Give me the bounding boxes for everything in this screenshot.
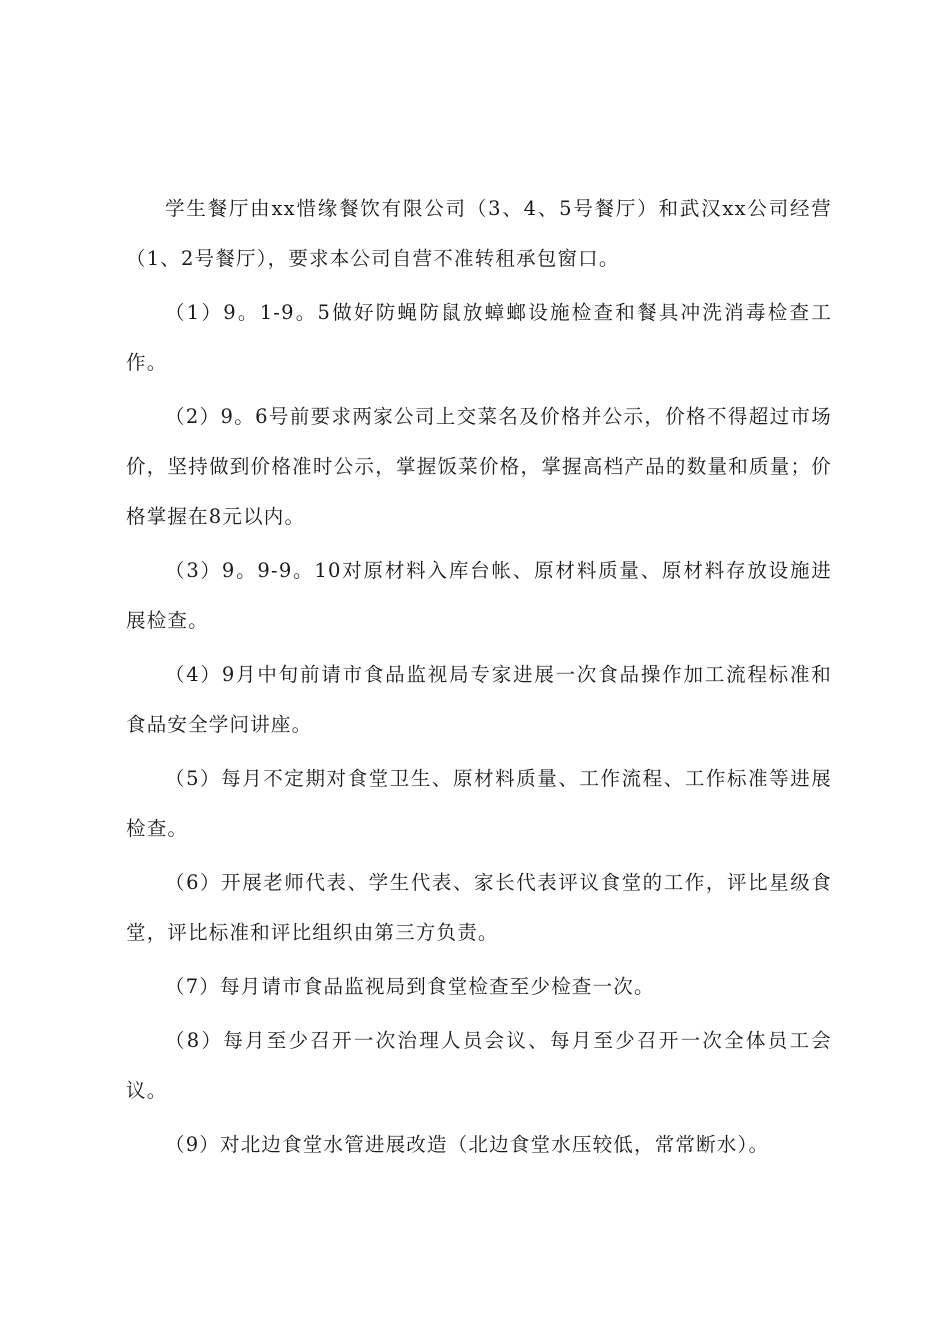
item-4-paragraph: （4）9月中旬前请市食品监视局专家进展一次食品操作加工流程标准和食品安全学问讲座。 <box>126 663 832 736</box>
item-9-paragraph: （9）对北边食堂水管进展改造（北边食堂水压较低，常常断水）。 <box>165 1133 770 1156</box>
intro-paragraph: 学生餐厅由xx惜缘餐饮有限公司（3、4、5号餐厅）和武汉xx公司经营（1、2号餐厅），要求本公司自营不准转租承包窗口。 <box>126 197 832 270</box>
item-7-paragraph: （7）每月请市食品监视局到食堂检查至少检查一次。 <box>165 975 655 998</box>
item-6-paragraph: （6）开展老师代表、学生代表、家长代表评议食堂的工作，评比星级食堂，评比标准和评比组织由第三方负责。 <box>126 871 832 944</box>
item-5-paragraph: （5）每月不定期对食堂卫生、原材料质量、工作流程、工作标准等进展检查。 <box>126 767 832 840</box>
item-8-paragraph: （8）每月至少召开一次治理人员会议、每月至少召开一次全体员工会议。 <box>126 1029 832 1102</box>
item-1-paragraph: （1）9。1-9。5做好防蝇防鼠放蟑螂设施检查和餐具冲洗消毒检查工作。 <box>126 301 832 374</box>
item-3-paragraph: （3）9。9-9。10对原材料入库台帐、原材料质量、原材料存放设施进展检查。 <box>126 559 832 632</box>
document-body <box>126 184 832 1174</box>
item-2-paragraph: （2）9。6号前要求两家公司上交菜名及价格并公示，价格不得超过市场价，坚持做到价格准时公示，掌握饭菜价格，掌握高档产品的数量和质量；价格掌握在8元以内。 <box>126 405 832 528</box>
